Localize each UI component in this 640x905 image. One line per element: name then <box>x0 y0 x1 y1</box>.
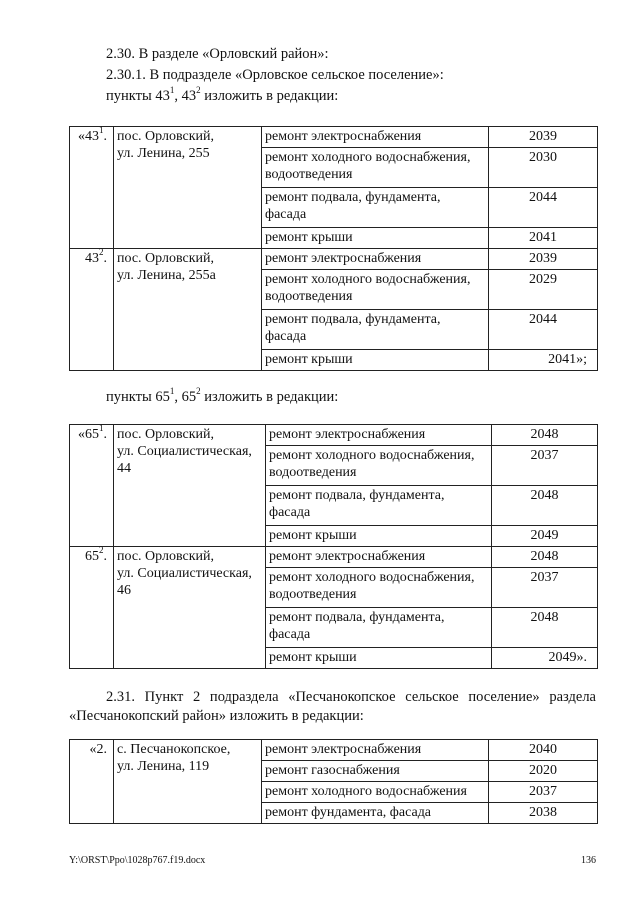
table-row <box>70 547 598 568</box>
year-cell: 2040 <box>489 740 598 761</box>
item-number-cell <box>70 127 114 249</box>
heading-section-2-30: 2.30. В разделе «Орловский район»: <box>106 46 329 62</box>
table-row <box>70 127 598 148</box>
year-cell: 2037 <box>489 782 598 803</box>
work-type-cell: ремонт холодного водоснабжения, водоотведения <box>262 148 489 188</box>
item-number-cell <box>70 547 114 669</box>
work-type-cell: ремонт подвала, фундамента, фасада <box>266 608 492 648</box>
superscript: 1 <box>169 85 175 96</box>
address-cell: пос. Орловский, ул. Социалистическая, 44 <box>114 425 266 547</box>
work-type-cell: ремонт фундамента, фасада <box>262 803 489 824</box>
item-number-suffix: . <box>103 251 107 266</box>
year-cell: 2037 <box>492 446 598 486</box>
table-orlovsky-65 <box>69 424 598 669</box>
intro-text: , 43 <box>174 88 197 104</box>
item-number-cell <box>70 740 114 824</box>
year-cell: 2041»; <box>489 350 598 371</box>
work-type-cell: ремонт холодного водоснабжения, водоотведения <box>262 270 489 310</box>
work-type-cell: ремонт электроснабжения <box>262 127 489 148</box>
work-type-cell: ремонт подвала, фундамента, фасада <box>262 188 489 228</box>
item-number: «65 <box>78 427 99 442</box>
intro-text: пункты 43 <box>106 88 170 104</box>
year-cell: 2039 <box>489 127 598 148</box>
item-number-superscript: 1 <box>99 423 104 434</box>
year-cell: 2029 <box>489 270 598 310</box>
year-cell: 2048 <box>492 547 598 568</box>
superscript: 1 <box>169 386 175 397</box>
work-type-cell: ремонт подвала, фундамента, фасада <box>262 310 489 350</box>
year-cell: 2038 <box>489 803 598 824</box>
year-cell: 2048 <box>492 608 598 648</box>
address-cell: пос. Орловский, ул. Ленина, 255а <box>114 249 262 371</box>
item-number-superscript: 1 <box>99 125 104 136</box>
work-type-cell: ремонт подвала, фундамента, фасада <box>266 486 492 526</box>
paragraph-text: 2.31. Пункт 2 подраздела «Песчанокопское сельское поселение» раздела «Песчанокопский район» изложить в редакции: <box>69 689 596 724</box>
intro-points-65 <box>106 386 339 406</box>
work-type-cell: ремонт холодного водоснабжения <box>262 782 489 803</box>
year-cell: 2049». <box>492 648 598 669</box>
superscript: 2 <box>196 386 201 397</box>
year-cell: 2048 <box>492 486 598 526</box>
work-type-cell: ремонт крыши <box>262 228 489 249</box>
year-cell: 2020 <box>489 761 598 782</box>
item-number: 65 <box>85 549 99 564</box>
table-row <box>70 740 598 761</box>
work-type-cell: ремонт электроснабжения <box>262 740 489 761</box>
address-cell: пос. Орловский, ул. Социалистическая, 46 <box>114 547 266 669</box>
work-type-cell: ремонт холодного водоснабжения, водоотведения <box>266 446 492 486</box>
work-type-cell: ремонт электроснабжения <box>266 425 492 446</box>
footer-file-path: Y:\ORST\Ppo\1028p767.f19.docx <box>69 855 206 866</box>
year-cell: 2044 <box>489 310 598 350</box>
item-number-suffix: . <box>103 549 107 564</box>
year-cell: 2048 <box>492 425 598 446</box>
item-number-superscript: 2 <box>99 247 104 258</box>
item-number-suffix: . <box>103 427 107 442</box>
year-cell: 2037 <box>492 568 598 608</box>
item-number: 43 <box>85 251 99 266</box>
address-cell: с. Песчанокопское, ул. Ленина, 119 <box>114 740 262 824</box>
intro-text: изложить в редакции: <box>200 88 339 104</box>
year-cell: 2049 <box>492 526 598 547</box>
work-type-cell: ремонт холодного водоснабжения, водоотведения <box>266 568 492 608</box>
table-orlovsky-43 <box>69 126 598 371</box>
work-type-cell: ремонт газоснабжения <box>262 761 489 782</box>
item-number-suffix: . <box>103 129 107 144</box>
item-number-cell <box>70 425 114 547</box>
item-number: «2. <box>89 742 107 757</box>
work-type-cell: ремонт электроснабжения <box>262 249 489 270</box>
work-type-cell: ремонт электроснабжения <box>266 547 492 568</box>
superscript: 2 <box>196 85 201 96</box>
intro-text: , 65 <box>174 389 197 405</box>
item-number-superscript: 2 <box>99 545 104 556</box>
paragraph-2-31 <box>69 688 596 726</box>
table-row <box>70 249 598 270</box>
item-number-cell <box>70 249 114 371</box>
item-number: «43 <box>78 129 99 144</box>
work-type-cell: ремонт крыши <box>262 350 489 371</box>
table-peschanokopsky <box>69 739 598 824</box>
address-cell: пос. Орловский, ул. Ленина, 255 <box>114 127 262 249</box>
work-type-cell: ремонт крыши <box>266 526 492 547</box>
year-cell: 2030 <box>489 148 598 188</box>
heading-section-2-30-1: 2.30.1. В подразделе «Орловское сельское поселение»: <box>106 67 444 83</box>
intro-text: пункты 65 <box>106 389 170 405</box>
year-cell: 2039 <box>489 249 598 270</box>
table-row <box>70 425 598 446</box>
intro-points-43 <box>106 85 339 105</box>
work-type-cell: ремонт крыши <box>266 648 492 669</box>
footer-page-number: 136 <box>581 855 596 866</box>
year-cell: 2041 <box>489 228 598 249</box>
year-cell: 2044 <box>489 188 598 228</box>
intro-text: изложить в редакции: <box>200 389 339 405</box>
